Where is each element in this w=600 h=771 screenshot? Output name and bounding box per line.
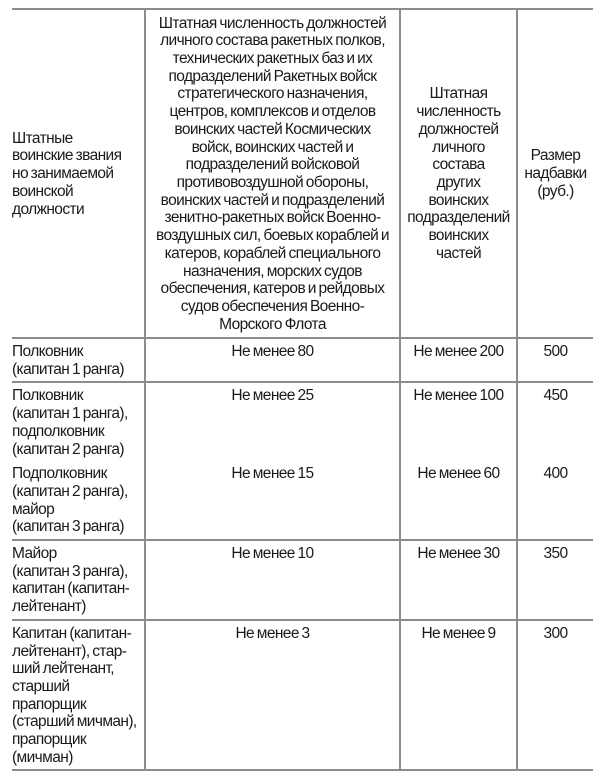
cell-other-units: Не менее 100	[400, 382, 517, 461]
table-row	[12, 461, 593, 540]
cell-allowance: 400	[517, 461, 593, 540]
cell-strategic-units: Не менее 80	[145, 338, 400, 382]
cell-rank: Полковник (капитан 1 ранга)	[12, 343, 124, 378]
table-header	[12, 9, 593, 338]
cell-allowance: 450	[517, 382, 593, 461]
cell-other-units: Не менее 200	[400, 338, 517, 382]
cell-rank: Капитан (капитан- лейтенант), стар- ший лейтенант, старший прапорщик (старший мичман), прапорщик (мичман)	[12, 624, 137, 766]
cell-strategic-units: Не менее 10	[145, 540, 400, 620]
cell-allowance: 350	[517, 540, 593, 620]
table-row	[12, 540, 593, 620]
header-rank: Штатные воинские звания но занимаемой воинской должности	[12, 129, 122, 218]
cell-rank: Подполковник (капитан 2 ранга), майор (капитан 3 ранга)	[12, 465, 128, 536]
cell-other-units: Не менее 9	[400, 620, 517, 771]
header-other-units-staff: Штатная численность должностей личного состава других воинских подразделений воинских частей	[400, 9, 517, 338]
table-body	[12, 338, 593, 770]
header-row	[12, 9, 593, 338]
cell-strategic-units: Не менее 3	[145, 620, 400, 771]
cell-rank: Майор (капитан 3 ранга), капитан (капитан- лейтенант)	[12, 545, 130, 616]
table-row	[12, 620, 593, 771]
cell-rank: Полковник (капитан 1 ранга), подполковник (капитан 2 ранга)	[12, 387, 128, 458]
cell-allowance: 300	[517, 620, 593, 771]
header-strategic-units-staff: Штатная численность должностей личного состава ракетных полков, технических ракетных баз и их подразделений Ракетных войск стратегического назначения, центров, комплексов и отделов воинских частей Космических войск, воинских частей и подразделений войсковой противовоздушной обороны, воинских частей и подразделений зенитно-ракетных войск Военно- воздушных сил, боевых кораблей и катеров, кораблей специального назначения, морских судов обеспечения, катеров и рейдовых судов обеспечения Военно- Морского Флота	[145, 9, 400, 338]
table-row	[12, 338, 593, 382]
header-allowance-amount: Размер надбавки (руб.)	[517, 9, 593, 338]
table-row	[12, 382, 593, 461]
cell-other-units: Не менее 30	[400, 540, 517, 620]
allowance-table	[12, 8, 593, 771]
cell-other-units: Не менее 60	[400, 461, 517, 540]
cell-strategic-units: Не менее 25	[145, 382, 400, 461]
cell-allowance: 500	[517, 338, 593, 382]
cell-strategic-units: Не менее 15	[145, 461, 400, 540]
